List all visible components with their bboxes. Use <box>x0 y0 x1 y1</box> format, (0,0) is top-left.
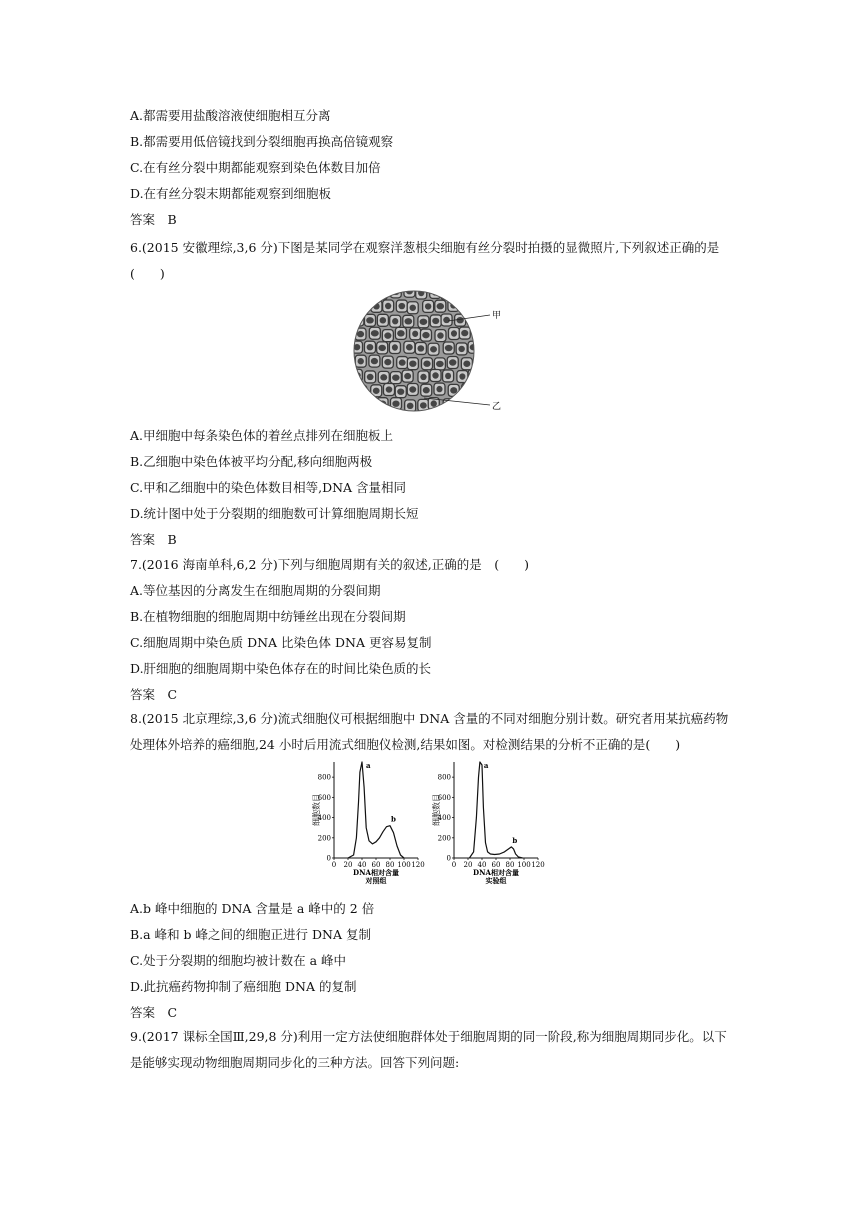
cell-nucleus <box>404 318 412 324</box>
q8-option-b: B.a 峰和 b 峰之间的细胞正进行 DNA 复制 <box>130 927 371 942</box>
peak-label-b: b <box>512 835 518 845</box>
flow-chart-control <box>310 758 435 885</box>
cell-nucleus <box>367 344 374 350</box>
cell-nucleus <box>406 344 413 350</box>
q8-stem: 8.(2015 北京理综,3,6 分)流式细胞仪可根据细胞中 DNA 含量的不同对细胞分别计数。研究者用某抗癌药物处理体外培养的癌细胞,24 小时后用流式细胞仪检测,结果如图。对检测结果的分析不正确的是( ) <box>130 711 729 752</box>
x-tick-label: 40 <box>357 861 367 869</box>
cell-nucleus <box>456 289 464 295</box>
cell-nucleus <box>464 386 471 392</box>
y-axis-label: 细胞数目 <box>312 794 321 826</box>
cell-nucleus <box>475 304 482 310</box>
q7-stem: 7.(2016 海南单科,6,2 分)下列与细胞周期有关的叙述,正确的是 ( ) <box>130 557 530 572</box>
y-tick-label: 0 <box>326 854 331 863</box>
y-tick-label: 600 <box>317 793 331 802</box>
chart-caption: 实验组 <box>485 876 507 885</box>
q8-option-d: D.此抗癌药物抑制了癌细胞 DNA 的复制 <box>130 979 357 994</box>
q7-answer: 答案 C <box>130 687 178 702</box>
y-axis-label: 细胞数目 <box>432 794 441 826</box>
y-tick-label: 0 <box>446 854 451 863</box>
q5-option-b: B.都需要用低倍镜找到分裂细胞再换高倍镜观察 <box>130 134 394 149</box>
cell <box>473 384 484 396</box>
cell <box>350 399 361 411</box>
cell-nucleus <box>392 374 399 380</box>
x-tick-label: 0 <box>451 861 457 869</box>
cell <box>351 287 362 299</box>
cell-nucleus <box>445 402 453 408</box>
cell <box>455 398 466 410</box>
cell-nucleus <box>392 318 398 324</box>
q5-option-c: C.在有丝分裂中期都能观察到染色体数目加倍 <box>130 160 381 175</box>
peak-label-b: b <box>391 814 396 824</box>
x-tick-label: 0 <box>331 861 337 869</box>
cell-nucleus <box>456 317 463 323</box>
label-yi: 乙 <box>492 402 502 412</box>
cell-nucleus <box>371 358 378 364</box>
series-line <box>348 762 404 858</box>
q5-answer: 答案 B <box>130 212 177 227</box>
cell-nucleus <box>358 358 364 364</box>
cell-nucleus <box>399 359 406 365</box>
cell-nucleus <box>380 374 387 380</box>
q6-option-b: B.乙细胞中染色体被平均分配,移向细胞两极 <box>130 454 373 469</box>
cell-nucleus <box>357 331 364 337</box>
cell-nucleus <box>477 332 483 338</box>
q7-option-a: A.等位基因的分离发生在细胞周期的分裂间期 <box>130 583 381 598</box>
y-tick-label: 400 <box>437 814 451 823</box>
q7-option-b: B.在植物细胞的细胞周期中纺锤丝出现在分裂间期 <box>130 609 406 624</box>
cell-nucleus <box>352 402 360 408</box>
peak-label-a: a <box>483 761 489 770</box>
x-tick-label: 60 <box>491 861 501 869</box>
cell <box>454 286 465 298</box>
x-tick-label: 100 <box>517 861 531 869</box>
x-tick-label: 120 <box>411 861 425 869</box>
cell-nucleus <box>358 388 365 394</box>
cell-nucleus <box>470 372 477 378</box>
x-tick-label: 40 <box>477 861 487 869</box>
cell-nucleus <box>450 387 457 393</box>
cell-nucleus <box>380 317 387 323</box>
cell <box>460 299 471 311</box>
x-tick-label: 20 <box>343 861 353 869</box>
cell <box>468 286 479 298</box>
cell-nucleus <box>354 289 360 295</box>
cell-nucleus <box>432 318 439 324</box>
cell-nucleus <box>445 373 451 379</box>
cell-nucleus <box>443 291 451 297</box>
cell <box>473 301 484 313</box>
cell-nucleus <box>359 303 365 309</box>
x-tick-label: 80 <box>505 861 515 869</box>
q6-option-a: A.甲细胞中每条染色体的着丝点排列在细胞板上 <box>130 428 394 443</box>
q6-option-c: C.甲和乙细胞中的染色体数目相等,DNA 含量相同 <box>130 480 407 495</box>
cell-nucleus <box>420 402 427 408</box>
q6-option-d: D.统计图中处于分裂期的细胞数可计算细胞周期长短 <box>130 506 419 521</box>
cell <box>467 400 478 412</box>
q6-stem: 6.(2015 安徽理综,3,6 分)下图是某同学在观察洋葱根尖细胞有丝分裂时拍摄的显微照片,下列叙述正确的是( ) <box>130 240 720 281</box>
cell-nucleus <box>366 317 374 323</box>
cell <box>469 314 480 326</box>
cell-nucleus <box>417 345 424 351</box>
q8-option-c: C.处于分裂期的细胞均被计数在 a 峰中 <box>130 953 346 968</box>
cell-nucleus <box>420 319 428 325</box>
x-tick-label: 100 <box>397 861 411 869</box>
cell-nucleus <box>373 388 380 394</box>
cell <box>475 357 486 369</box>
cell-nucleus <box>437 303 445 309</box>
y-tick-label: 200 <box>317 834 331 843</box>
cell-nucleus <box>451 330 457 336</box>
x-tick-label: 20 <box>463 861 473 869</box>
y-tick-label: 800 <box>437 773 451 782</box>
cell-nucleus <box>365 401 372 407</box>
x-tick-label: 120 <box>531 861 545 869</box>
q9-stem: 9.(2017 课标全国Ⅲ,29,8 分)利用一定方法使细胞群体处于细胞周期的同一阶段,称为细胞周期同步化。以下是能够实现动物细胞周期同步化的三种方法。回答下列问题: <box>130 1029 727 1070</box>
cell-nucleus <box>449 359 456 365</box>
cell <box>363 399 374 411</box>
cell <box>474 330 485 342</box>
cell-nucleus <box>423 361 430 367</box>
cell-nucleus <box>422 332 429 338</box>
x-axis-label: DNA相对含量 <box>353 868 399 877</box>
cell-nucleus <box>384 332 391 338</box>
q7-option-c: C.细胞周期中染色质 DNA 比染色体 DNA 更容易复制 <box>130 635 432 650</box>
cell-nucleus <box>461 330 468 336</box>
q8-answer: 答案 C <box>130 1005 178 1020</box>
cell-nucleus <box>430 346 437 352</box>
cell-nucleus <box>371 330 379 336</box>
cell-nucleus <box>397 388 404 394</box>
cell-nucleus <box>385 303 391 309</box>
cell-nucleus <box>409 386 416 392</box>
micrograph-figure <box>350 285 520 420</box>
cell-nucleus <box>392 344 398 350</box>
q8-option-a: A.b 峰中细胞的 DNA 含量是 a 峰中的 2 倍 <box>130 901 375 916</box>
cell-nucleus <box>425 303 431 309</box>
q6-answer: 答案 B <box>130 532 177 547</box>
cell-nucleus <box>459 373 465 379</box>
cell-nucleus <box>384 359 391 365</box>
cell-nucleus <box>398 303 405 309</box>
q5-option-a: A.都需要用盐酸溶液使细胞相互分离 <box>130 108 331 123</box>
cell-nucleus <box>443 317 450 323</box>
cell <box>357 300 368 312</box>
y-tick-label: 800 <box>317 773 331 782</box>
cell-nucleus <box>470 289 477 295</box>
cell-nucleus <box>397 330 405 336</box>
cell-nucleus <box>463 361 470 367</box>
y-tick-label: 200 <box>437 834 451 843</box>
cell-nucleus <box>420 374 426 380</box>
cell-nucleus <box>407 403 414 409</box>
cell-nucleus <box>423 387 430 393</box>
cell-nucleus <box>437 332 443 338</box>
cell-nucleus <box>378 345 386 351</box>
peak-label-a: a <box>366 761 371 770</box>
cell-nucleus <box>436 361 444 367</box>
cell-nucleus <box>475 387 481 393</box>
cell-nucleus <box>412 331 418 337</box>
y-tick-label: 600 <box>437 793 451 802</box>
cell-nucleus <box>445 345 453 351</box>
cell <box>390 286 401 298</box>
cell-nucleus <box>404 373 411 379</box>
y-tick-label: 400 <box>317 814 331 823</box>
cell-nucleus <box>463 302 469 308</box>
cell <box>364 286 375 298</box>
cell-nucleus <box>386 386 393 392</box>
cell-nucleus <box>392 400 399 406</box>
cell-nucleus <box>378 290 385 296</box>
label-jia: 甲 <box>492 311 502 321</box>
x-tick-label: 80 <box>385 861 395 869</box>
chart-caption: 对照组 <box>365 876 387 885</box>
cell <box>468 370 479 382</box>
q7-option-d: D.肝细胞的细胞周期中染色体存在的时间比染色质的长 <box>130 661 432 676</box>
cell-nucleus <box>436 386 442 392</box>
cell-nucleus <box>431 400 437 406</box>
cell-nucleus <box>366 289 373 295</box>
cell-nucleus <box>477 360 485 366</box>
flow-chart-experiment <box>430 758 555 885</box>
cell-nucleus <box>355 317 362 323</box>
cell-nucleus <box>410 305 416 311</box>
cell-nucleus <box>367 374 374 380</box>
q5-option-d: D.在有丝分裂末期都能观察到细胞板 <box>130 186 332 201</box>
cell-nucleus <box>432 372 438 378</box>
x-axis-label: DNA相对含量 <box>473 868 519 877</box>
cell-nucleus <box>458 346 465 352</box>
cell-nucleus <box>409 360 416 366</box>
x-tick-label: 60 <box>371 861 381 869</box>
cell <box>356 385 367 397</box>
